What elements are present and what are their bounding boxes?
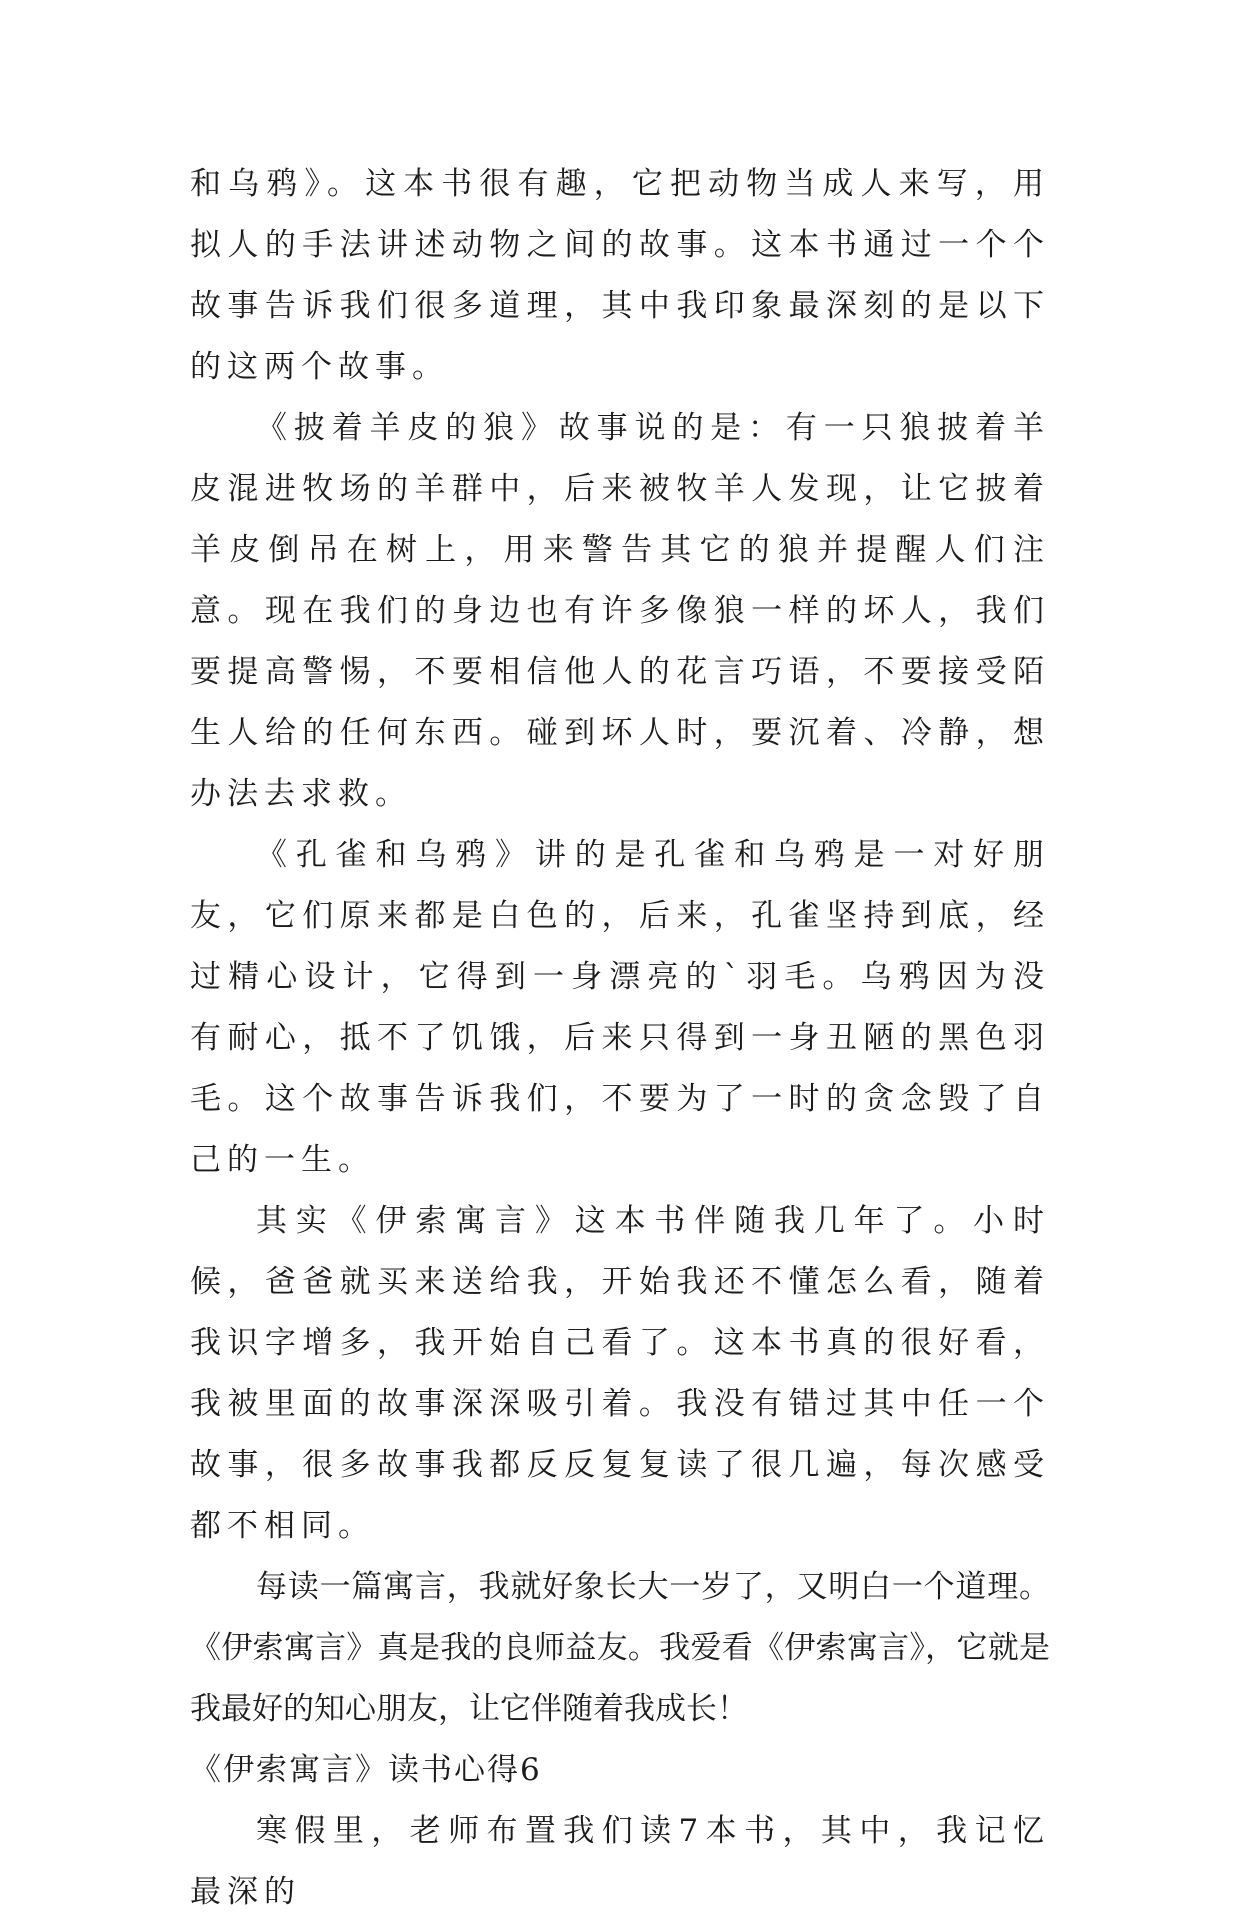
paragraph-2: 《披着羊皮的狼》故事说的是：有一只狼披着羊皮混进牧场的羊群中，后来被牧羊人发现，让它披着羊皮倒吊在树上，用来警告其它的狼并提醒人们注意。现在我们的身边也有许多像狼一样的坏人，我们要提高警惕，不要相信他人的花言巧语，不要接受陌生人给的任何东西。碰到坏人时，要沉着、冷静，想办法去求救。 bbox=[190, 410, 1050, 812]
paragraph-6: 寒假里，老师布置我们读7本书，其中，我记忆最深的 bbox=[190, 1813, 1050, 1910]
paragraph-1: 和乌鸦》。这本书很有趣，它把动物当成人来写，用拟人的手法讲述动物之间的故事。这本书通过一个个故事告诉我们很多道理，其中我印象最深刻的是以下的这两个故事。 bbox=[190, 166, 1050, 385]
paragraph-4: 其实《伊索寓言》这本书伴随我几年了。小时候，爸爸就买来送给我，开始我还不懂怎么看，随着我识字增多，我开始自己看了。这本书真的很好看，我被里面的故事深深吸引着。我没有错过其中任一个故事，很多故事我都反反复复读了很几遍，每次感受都不相同。 bbox=[190, 1203, 1050, 1544]
section-heading: 《伊索寓言》读书心得6 bbox=[190, 1752, 542, 1788]
paragraph-3: 《孔雀和乌鸦》讲的是孔雀和乌鸦是一对好朋友，它们原来都是白色的，后来，孔雀坚持到底，经过精心设计，它得到一身漂亮的`羽毛。乌鸦因为没有耐心，抵不了饥饿，后来只得到一身丑陋的黑色羽毛。这个故事告诉我们，不要为了一时的贪念毁了自己的一生。 bbox=[190, 837, 1050, 1178]
paragraph-5: 每读一篇寓言，我就好象长大一岁了，又明白一个道理。《伊索寓言》真是我的良师益友。我爱看《伊索寓言》，它就是我最好的知心朋友，让它伴随着我成长！ bbox=[190, 1569, 1050, 1727]
document-body bbox=[190, 154, 1050, 1923]
